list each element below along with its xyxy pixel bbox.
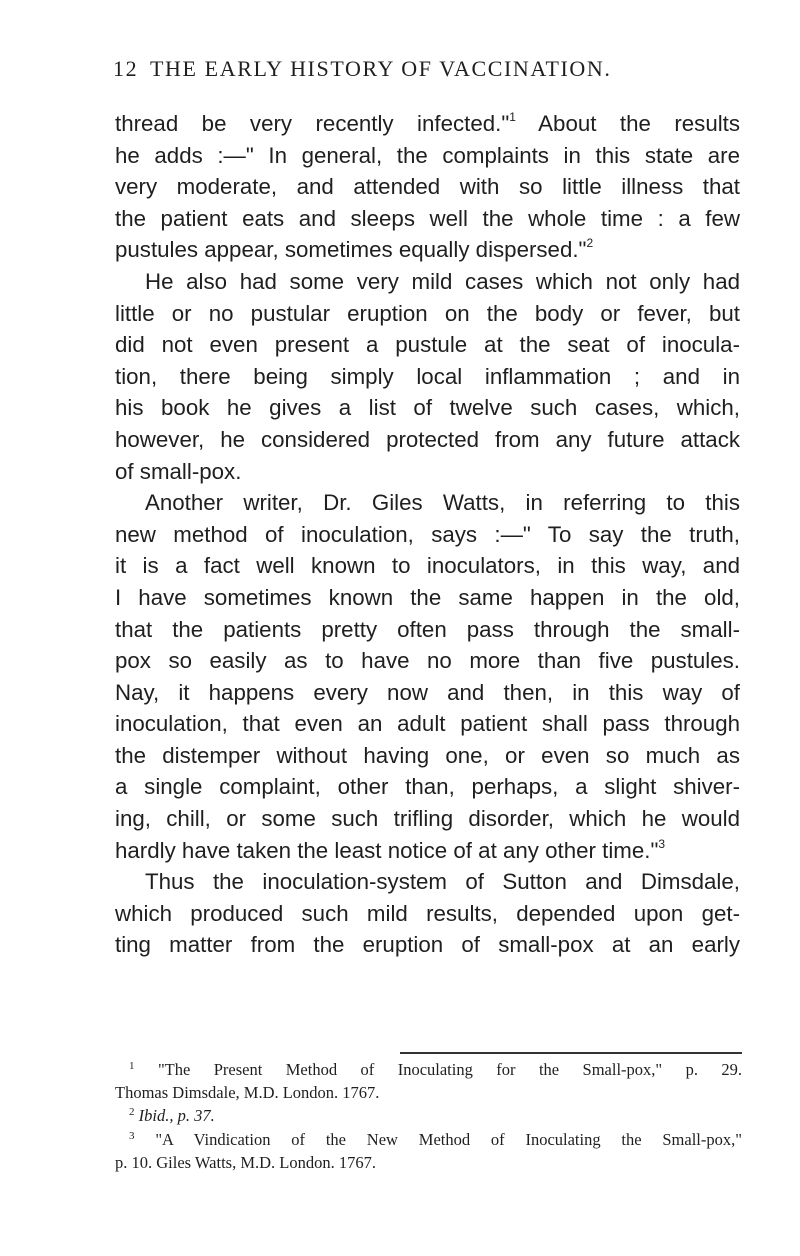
text-line: Thus the inoculation-system of Sutton and Dimsdale, bbox=[145, 869, 740, 895]
footnote-ref: 2 bbox=[586, 236, 594, 251]
text-line: the distemper without having one, or even so much as bbox=[115, 742, 740, 768]
text-line: pustules appear, sometimes equally dispersed."$^2$ bbox=[115, 236, 594, 263]
text-line: thread be very recently infected."$^1$ About the results bbox=[115, 110, 741, 136]
running-title: THE EARLY HISTORY OF VACCINATION. bbox=[150, 56, 612, 81]
text-line: he adds :—" In general, the complaints in this state are bbox=[115, 142, 740, 168]
footnote-line: Thomas Dimsdale, M.D. London. 1767. bbox=[115, 1083, 380, 1103]
text-line: He also had some very mild cases which not only had bbox=[145, 268, 740, 294]
footnote-ref: 1 bbox=[509, 110, 516, 124]
text-line: that the patients pretty often pass through the small- bbox=[115, 616, 740, 642]
text-line: inoculation, that even an adult patient shall pass through bbox=[115, 711, 740, 737]
text-line: very moderate, and attended with so little illness that bbox=[115, 174, 740, 200]
footnote-line: $^2$ Ibid., p. 37. bbox=[129, 1106, 215, 1126]
footnote-line: $^3$ "A Vindication of the New Method of Inoculating the Small-pox," bbox=[129, 1129, 742, 1149]
footnote-line: $^1$ "The Present Method of Inoculating for the Small-pox," p. 29. bbox=[129, 1060, 743, 1079]
page-number: 12 bbox=[113, 56, 139, 81]
text-line: the patient eats and sleeps well the whole time : a few bbox=[115, 205, 740, 231]
text-line: ting matter from the eruption of small-pox at an early bbox=[115, 932, 740, 958]
text-line: however, he considered protected from any future attack bbox=[115, 426, 740, 452]
footnote-line: p. 10. Giles Watts, M.D. London. 1767. bbox=[115, 1152, 376, 1172]
text-line: did not even present a pustule at the seat of inocula- bbox=[115, 332, 740, 358]
running-header bbox=[113, 56, 743, 96]
text-line: tion, there being simply local inflammation ; and in bbox=[115, 363, 740, 389]
text-line: which produced such mild results, depended upon get- bbox=[115, 900, 740, 926]
text-line: of small-pox. bbox=[115, 458, 242, 484]
text-line: new method of inoculation, says :—" To say the truth, bbox=[115, 521, 740, 547]
text-line: his book he gives a list of twelve such cases, which, bbox=[115, 395, 740, 421]
footnotes bbox=[115, 1058, 742, 1174]
text-line: Another writer, Dr. Giles Watts, in referring to this bbox=[145, 490, 740, 516]
footnote-ref: 3 bbox=[658, 836, 666, 851]
text-line: ing, chill, or some such trifling disorder, which he would bbox=[115, 806, 740, 832]
text-line: I have sometimes known the same happen in the old, bbox=[115, 584, 740, 610]
text-line: hardly have taken the least notice of at any other time."$^3$ bbox=[115, 836, 666, 863]
text-line: it is a fact well known to inoculators, in this way, and bbox=[115, 553, 740, 579]
footnote-divider bbox=[400, 1052, 742, 1054]
text-line: little or no pustular eruption on the body or fever, but bbox=[115, 300, 740, 326]
text-line: a single complaint, other than, perhaps, a slight shiver- bbox=[115, 774, 740, 800]
body-text bbox=[115, 108, 740, 961]
text-line: Nay, it happens every now and then, in this way of bbox=[115, 679, 740, 705]
text-line: pox so easily as to have no more than five pustules. bbox=[115, 648, 740, 674]
